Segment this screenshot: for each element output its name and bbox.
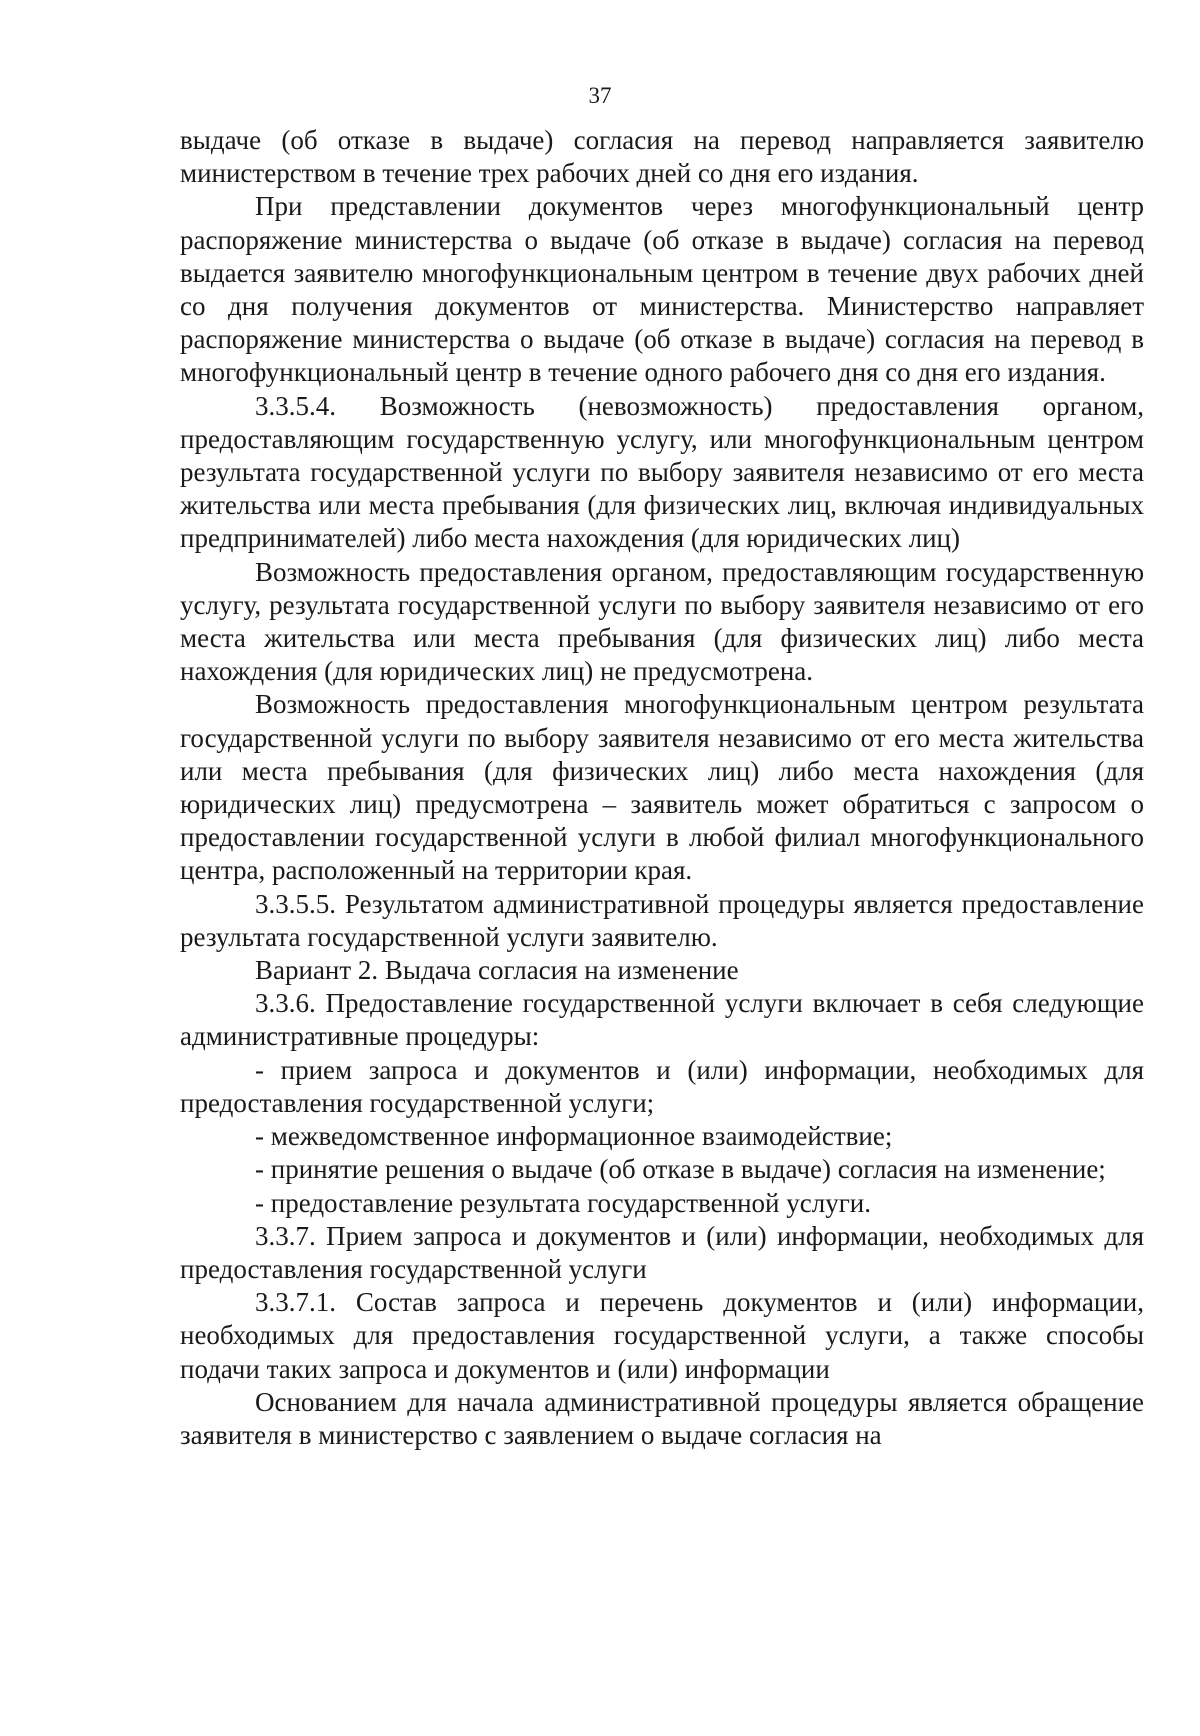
paragraph-section-3-3-7-1: 3.3.7.1. Состав запроса и перечень документов и (или) информации, необходимых для предоставления государственной услуги, а также способы подачи таких запроса и документов и (или) информации bbox=[180, 1287, 1144, 1384]
document-body bbox=[180, 124, 1144, 1452]
list-item-decision: - принятие решения о выдаче (об отказе в выдаче) согласия на изменение; bbox=[255, 1154, 1106, 1185]
list-item-interagency: - межведомственное информационное взаимодействие; bbox=[255, 1121, 893, 1152]
page-number: 37 bbox=[588, 83, 612, 108]
paragraph-section-3-3-5-5: 3.3.5.5. Результатом административной процедуры является предоставление результата государственной услуги заявителю. bbox=[180, 888, 1144, 952]
paragraph-section-3-3-7: 3.3.7. Прием запроса и документов и (или) информации, необходимых для предоставления государственной услуги bbox=[180, 1220, 1144, 1284]
paragraph-section-3-3-6: 3.3.6. Предоставление государственной услуги включает в себя следующие административные процедуры: bbox=[180, 988, 1144, 1052]
paragraph-mfc-option: Возможность предоставления многофункциональным центром результата государственной услуги по выбору заявителя независимо от его места жительства или места пребывания (для физических лиц) либо места нахождения (для юридических лиц) предусмотрена – заявитель может обратиться с запросом о предоставлении государственной услуги в любой филиал многофункционального центра, расположенный на территории края. bbox=[180, 689, 1144, 886]
paragraph-continuation: выдаче (об отказе в выдаче) согласия на перевод направляется заявителю министерством в течение трех рабочих дней со дня его издания. bbox=[180, 125, 1144, 189]
list-item-reception: - прием запроса и документов и (или) информации, необходимых для предоставления государственной услуги; bbox=[180, 1054, 1144, 1118]
paragraph-section-3-3-5-4: 3.3.5.4. Возможность (невозможность) предоставления органом, предоставляющим государственную услугу, или многофункциональным центром результата государственной услуги по выбору заявителя независимо от его места жительства или места пребывания (для физических лиц, включая индивидуальных предпринимателей) либо места нахождения (для юридических лиц) bbox=[180, 390, 1144, 554]
paragraph-basis: Основанием для начала административной процедуры является обращение заявителя в министерство с заявлением о выдаче согласия на bbox=[180, 1386, 1144, 1450]
paragraph-authority-option: Возможность предоставления органом, предоставляющим государственную услугу, результата государственной услуги по выбору заявителя независимо от его места жительства или места пребывания (для физических лиц) либо места нахождения (для юридических лиц) не предусмотрена. bbox=[180, 556, 1144, 687]
paragraph-mfc-delivery: При представлении документов через многофункциональный центр распоряжение министерства о выдаче (об отказе в выдаче) согласия на перевод выдается заявителю многофункциональным центром в течение двух рабочих дней со дня получения документов от министерства. Министерство направляет распоряжение министерства о выдаче (об отказе в выдаче) согласия на перевод в многофункциональный центр в течение одного рабочего дня со дня его издания. bbox=[180, 191, 1144, 388]
list-item-result: - предоставление результата государственной услуги. bbox=[255, 1187, 871, 1218]
paragraph-variant-2-heading: Вариант 2. Выдача согласия на изменение bbox=[255, 955, 739, 986]
